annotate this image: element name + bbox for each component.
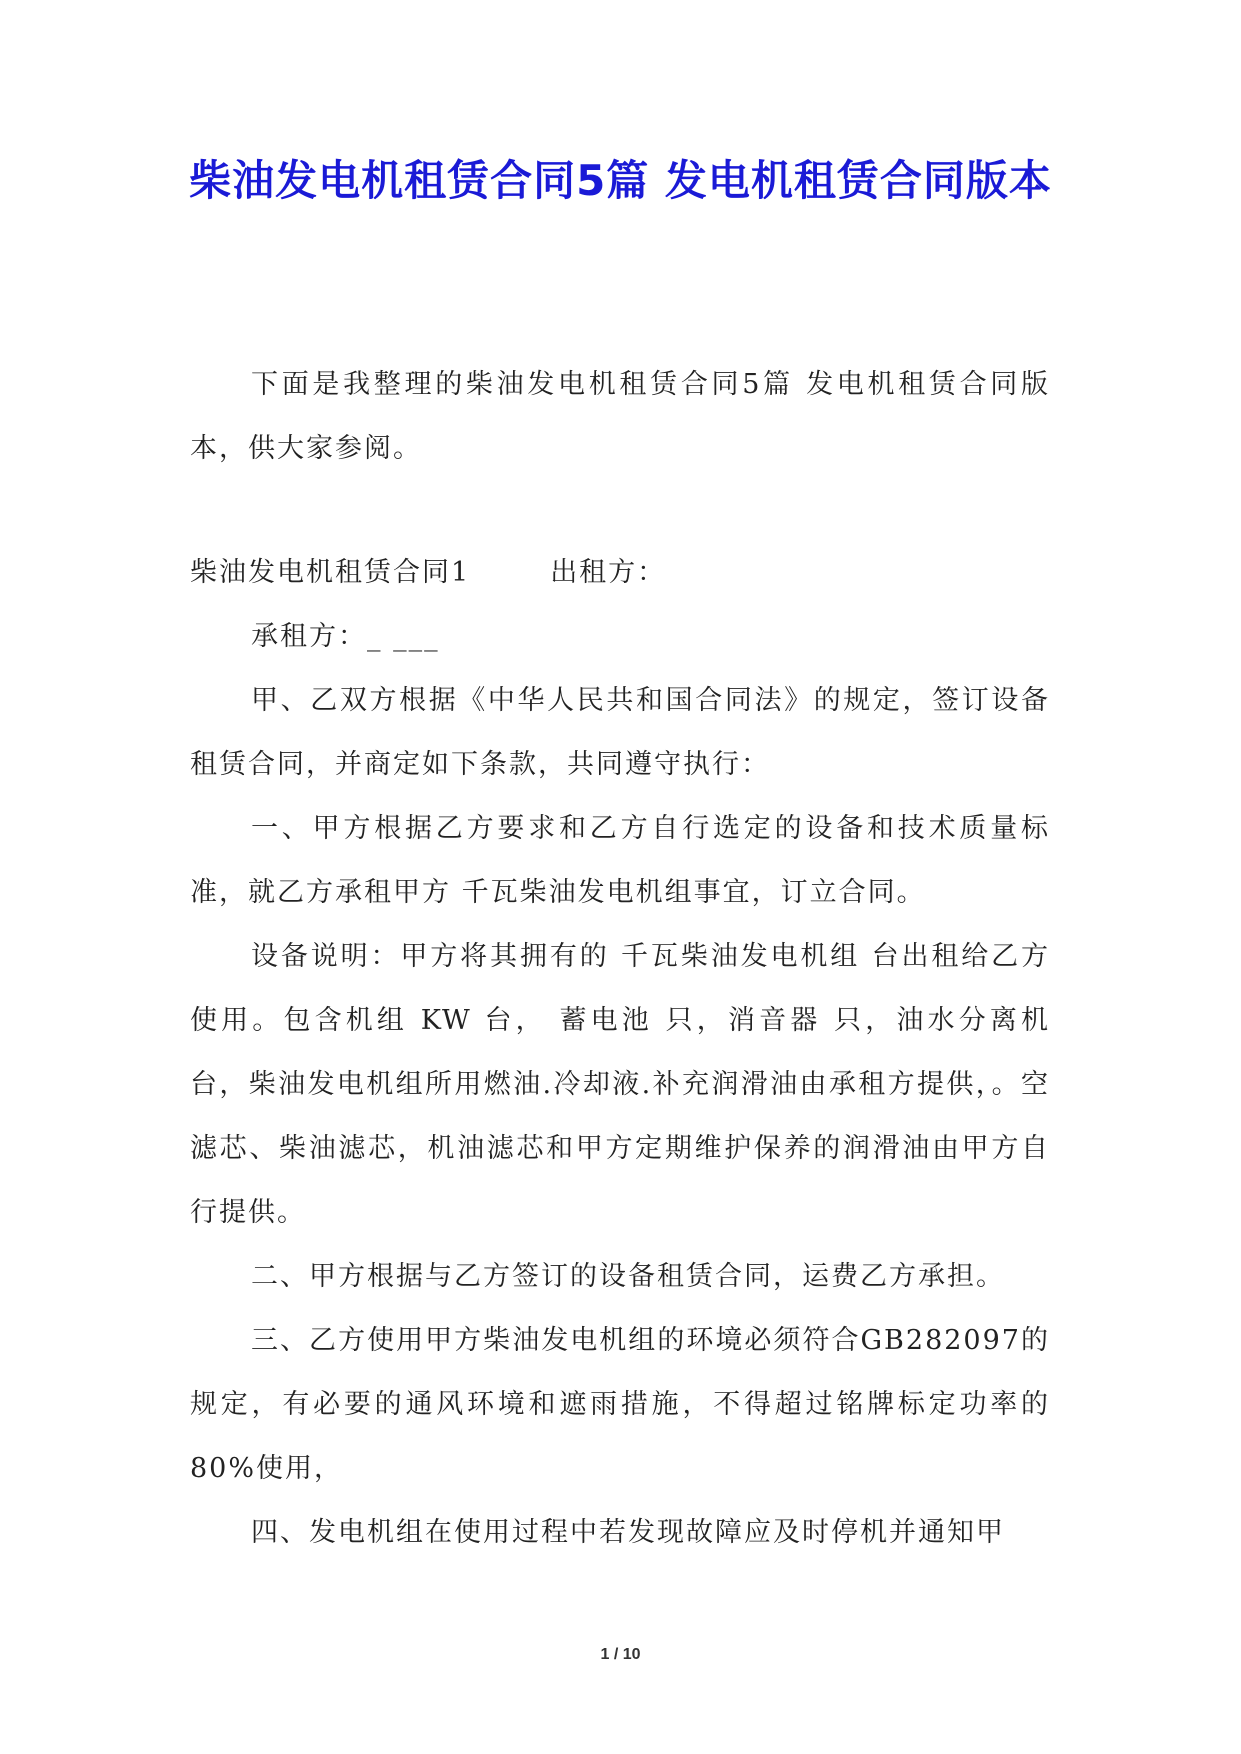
paragraph-equipment: 设备说明：甲方将其拥有的 千瓦柴油发电机组 台出租给乙方使用。包含机组 KW 台， 蓄电池 只，消音器 只，油水分离机 台，柴油发电机组所用燃油.冷却液.补充润滑油由承租方提供，。空滤芯、柴油滤芯，机油滤芯和甲方定期维护保养的润滑油由甲方自行提供。 [190,941,1050,1228]
paragraph-clause-4: 四、发电机组在使用过程中若发现故障应及时停机并通知甲 [251,1517,1005,1548]
document-body [190,353,1050,1565]
contract-heading: 柴油发电机租赁合同1 [190,557,471,588]
document-title: 柴油发电机租赁合同5篇 发电机租赁合同版本 [189,156,1052,205]
paragraph-clause-2: 二、甲方根据与乙方签订的设备租赁合同，运费乙方承担。 [251,1261,1005,1292]
intro-paragraph: 下面是我整理的柴油发电机租赁合同5篇 发电机租赁合同版本，供大家参阅。 [190,369,1050,464]
contract-heading-line [190,541,1050,605]
page-number: 1 / 10 [600,1646,641,1663]
paragraph-clause-1: 一、甲方根据乙方要求和乙方自行选定的设备和技术质量标准，就乙方承租甲方 千瓦柴油发电机组事宜，订立合同。 [190,813,1050,908]
lessor-label: 出租方： [550,557,667,588]
paragraph-preamble: 甲、乙双方根据《中华人民共和国合同法》的规定，签订设备租赁合同，并商定如下条款，共同遵守执行： [190,685,1050,780]
paragraph-clause-3: 三、乙方使用甲方柴油发电机组的环境必须符合GB282097的规定，有必要的通风环境和遮雨措施，不得超过铭牌标定功率的80%使用， [190,1325,1050,1484]
lessee-line: 承租方：_ ___ [251,621,440,652]
